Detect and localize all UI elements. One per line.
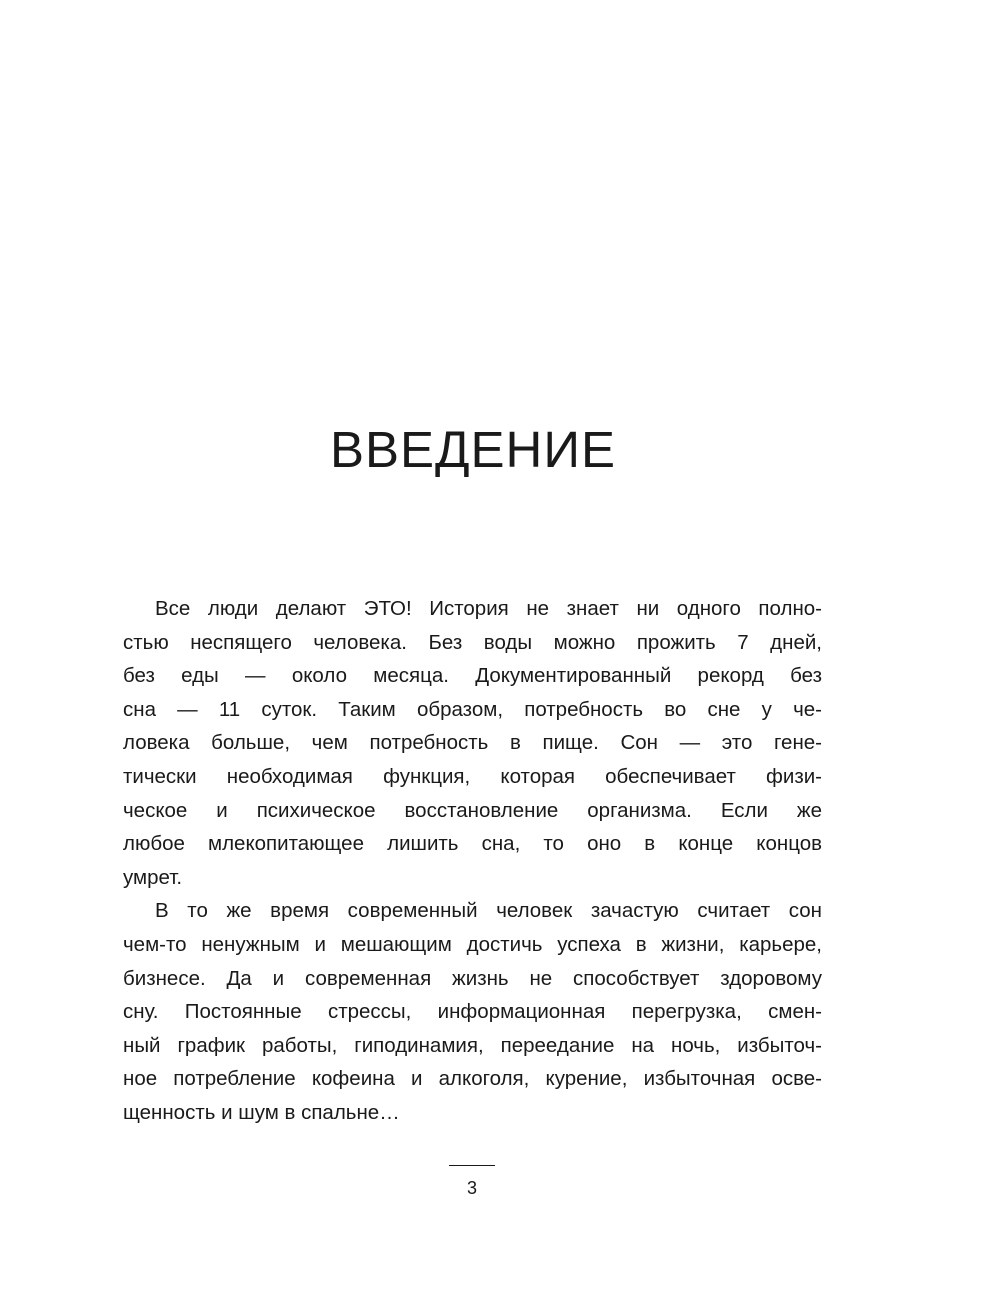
text-line: ческое и психическое восстановление организма. Если же [123,798,822,822]
text-line: чем-то ненужным и мешающим достичь успеха в жизни, карьере, [123,932,822,956]
text-line: умрет. [123,865,183,889]
text-line: ное потребление кофеина и алкоголя, курение, избыточная осве- [123,1067,822,1091]
page-number: 3 [466,1178,477,1198]
text-line: бизнесе. Да и современная жизнь не способствует здоровому [123,966,822,990]
body-text [123,592,822,1130]
text-line: тически необходимая функция, которая обеспечивает физи- [123,764,822,788]
text-line: щенность и шум в спальне… [123,1100,400,1124]
text-line: ловека больше, чем потребность в пище. Сон — это гене- [123,731,822,755]
text-line: сну. Постоянные стрессы, информационная перегрузка, смен- [123,1000,822,1024]
text-line: В то же время современный человек зачастую считает сон [155,899,822,923]
text-line: без еды — около месяца. Документированный рекорд без [123,664,822,688]
text-line: сна — 11 суток. Таким образом, потребность во сне у че- [123,697,822,721]
text-line: ный график работы, гиподинамия, переедание на ночь, избыточ- [123,1033,822,1057]
text-line: любое млекопитающее лишить сна, то оно в конце концов [123,832,822,856]
text-line: стью неспящего человека. Без воды можно прожить 7 дней, [123,630,822,654]
page-number-rule [449,1165,495,1166]
text-line: Все люди делают ЭТО! История не знает ни одного полно- [155,597,822,620]
chapter-title: ВВЕДЕНИЕ [329,421,617,478]
